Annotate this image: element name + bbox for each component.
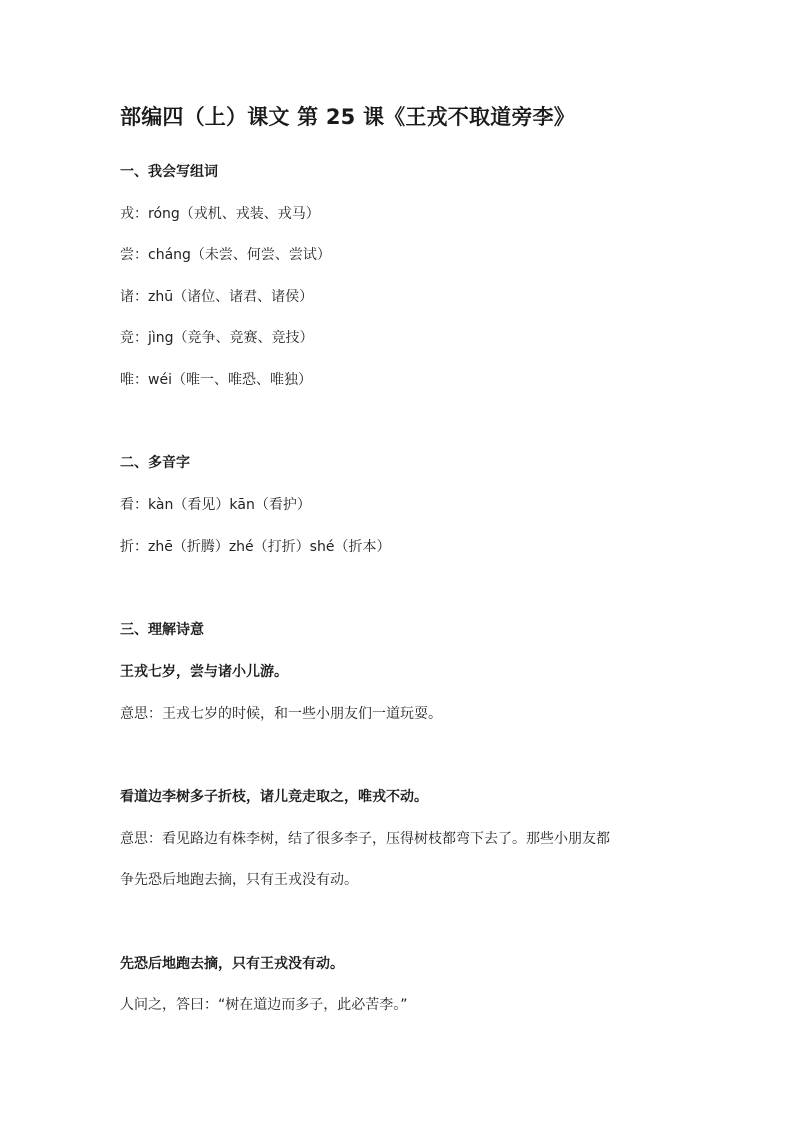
original-text-line: 王戎七岁，尝与诸小儿游。	[120, 664, 288, 680]
vocab-line: 唯：wéi（唯一、唯恐、唯独）	[120, 372, 312, 388]
polyphone-line: 折：zhē（折腾）zhé（打折）shé（折本）	[120, 539, 391, 555]
vocab-line: 尝：cháng（未尝、何尝、尝试）	[120, 247, 331, 263]
vocab-line: 竞：jìng（竞争、竞赛、竞技）	[120, 330, 314, 346]
meaning-line: 争先恐后地跑去摘，只有王戎没有动。	[120, 872, 358, 888]
vocab-line: 诸：zhū（诸位、诸君、诸侯）	[120, 289, 314, 305]
original-text-line: 看道边李树多子折枝，诸儿竞走取之，唯戎不动。	[120, 789, 428, 805]
dialogue-line: 人问之，答曰：“树在道边而多子，此必苦李。”	[120, 997, 408, 1013]
section-heading-vocabulary: 一、我会写组词	[120, 164, 218, 180]
polyphone-line: 看：kàn（看见）kān（看护）	[120, 497, 311, 513]
vocab-line: 戎：róng（戎机、戎装、戎马）	[120, 206, 320, 222]
section-heading-meaning: 三、理解诗意	[120, 622, 204, 638]
meaning-line: 意思：王戎七岁的时候，和一些小朋友们一道玩耍。	[120, 706, 442, 722]
original-text-line: 先恐后地跑去摘，只有王戎没有动。	[120, 956, 344, 972]
meaning-line: 意思：看见路边有株李树，结了很多李子，压得树枝都弯下去了。那些小朋友都	[120, 831, 610, 847]
section-heading-polyphones: 二、多音字	[120, 455, 190, 471]
page-title: 部编四（上）课文 第 25 课《王戎不取道旁李》	[120, 105, 575, 129]
